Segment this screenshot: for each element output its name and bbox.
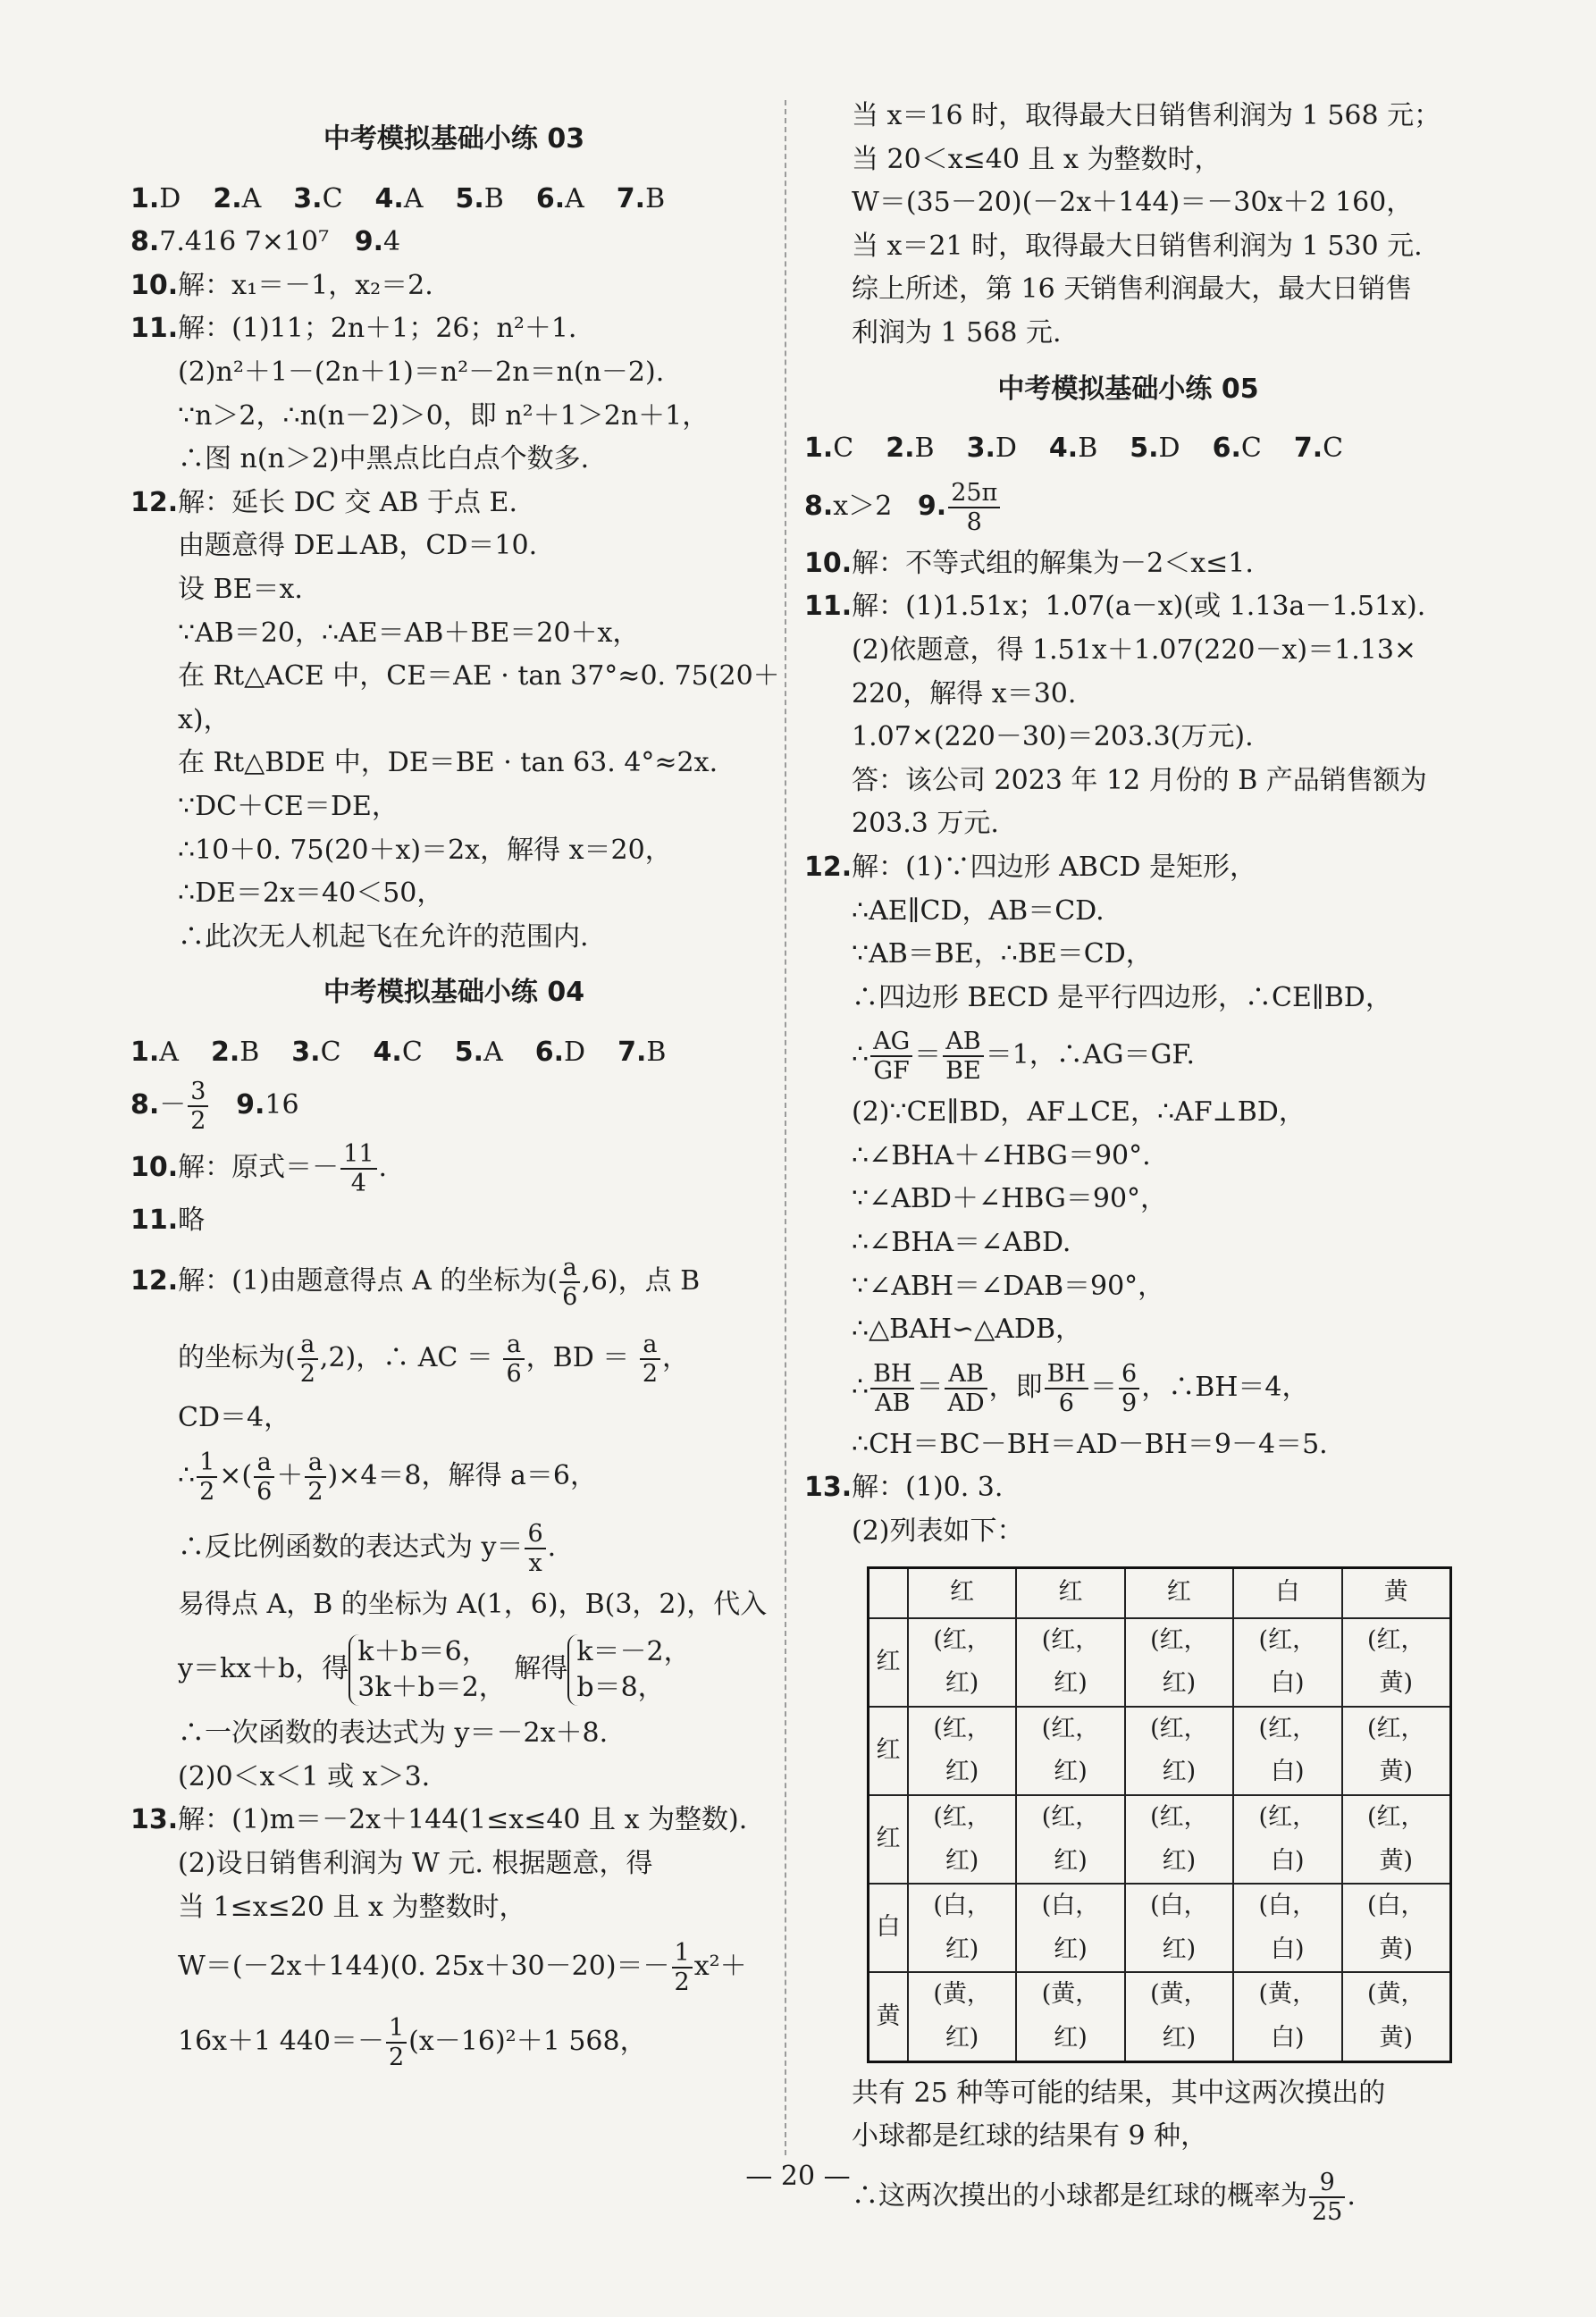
answer-line: CD＝4， <box>178 1402 291 1434</box>
answers-1-7 <box>130 1031 777 1075</box>
answer-line: ∴△BAH∽△ADB， <box>852 1314 1083 1346</box>
table-cell: (红，黄) <box>1342 1618 1451 1707</box>
answer-line: 的坐标为( $\frac{a}{2}$ ,2)，∴ AC ＝ $\frac{a}{6}$ ，BD ＝ $\frac{a}{2}$ ， <box>178 1331 690 1389</box>
answer-line: 在 Rt△BDE 中，DE＝BE · tan 63. 4°≈2x. <box>178 747 718 779</box>
table-row <box>869 1795 1451 1884</box>
left-column <box>130 105 780 2079</box>
table-cell: (黄，红) <box>1125 1972 1233 2061</box>
mc-answer <box>804 427 853 471</box>
table-row-header: 黄 <box>869 1972 908 2061</box>
q-number: 7. <box>1293 432 1323 465</box>
section-title-04: 中考模拟基础小练 04 <box>323 977 585 1009</box>
answer-line: ∴10＋0. 75(20＋x)＝2x，解得 x＝20， <box>178 834 672 866</box>
q-number: 8. <box>804 490 834 522</box>
answer-13: 13.解：(1)m＝－2x＋144(1≤x≤40 且 x 为整数). <box>130 1804 748 1836</box>
answer-line: 当 x＝16 时，取得最大日销售利润为 1 568 元； <box>852 100 1441 131</box>
answer-line: 易得点 A，B 的坐标为 A(1，6)，B(3，2)，代入 <box>178 1588 768 1620</box>
table-cell: (红，红) <box>908 1795 1016 1884</box>
answer-line: ∵DC＋CE＝DE， <box>178 790 399 822</box>
table-cell: (黄，黄) <box>1342 1972 1451 2061</box>
table-header-cell: 黄 <box>1342 1567 1451 1618</box>
table-row-header: 红 <box>869 1795 908 1884</box>
table-cell: (白，红) <box>1125 1884 1233 1972</box>
q-number: 4. <box>374 182 404 214</box>
mc-answer <box>1213 427 1262 471</box>
mc-answer <box>211 1031 259 1075</box>
answer-letter: C <box>1240 432 1262 465</box>
table-cell: (白，红) <box>1016 1884 1124 1972</box>
table-cell: (红，红) <box>1016 1618 1124 1707</box>
answer-line: W＝(35－20)(－2x＋144)＝－30x＋2 160， <box>852 187 1414 219</box>
answer-12: 12.解：(1)由题意得点 A 的坐标为( $\frac{a}{6}$ ,6)，点 B <box>130 1254 701 1312</box>
answer-letter: B <box>1078 432 1098 465</box>
answer-letter: C <box>1323 432 1344 465</box>
mc-answer <box>535 1031 585 1075</box>
answer-line: ∴ $\frac{AG}{GF}$ ＝ $\frac{AB}{BE}$ ＝1，∴AG＝GF. <box>852 1028 1196 1086</box>
answer-line: ∴∠BHA＝∠ABD. <box>852 1227 1071 1259</box>
answer-11 <box>130 1199 777 1243</box>
q-number: 5. <box>455 182 484 214</box>
q-number: 9. <box>354 226 384 258</box>
answer-letter: B <box>645 182 666 214</box>
mc-answer <box>456 178 504 222</box>
table-cell: (黄，红) <box>908 1972 1016 2061</box>
table-row <box>869 1707 1451 1795</box>
mc-answer <box>536 178 584 222</box>
table-cell: (白，黄) <box>1342 1884 1451 1972</box>
answers-1-7 <box>804 427 1452 471</box>
answer-line: ∴此次无人机起飞在允许的范围内. <box>178 920 589 953</box>
table-cell: (红，红) <box>1125 1795 1233 1884</box>
outcome-table <box>867 1566 1452 2063</box>
answer-letter: D <box>564 1036 586 1068</box>
answer-line: ∵∠ABD＋∠HBG＝90°， <box>852 1183 1168 1215</box>
table-header-cell: 白 <box>1233 1567 1341 1618</box>
answer-text: 7.416 7×10⁷ <box>159 226 330 258</box>
answer-letter: B <box>239 1036 260 1068</box>
table-cell: (红，黄) <box>1342 1795 1451 1884</box>
q-number: 2. <box>886 432 915 465</box>
answer-line: 220，解得 x＝30. <box>852 677 1077 709</box>
answer-text: 解：(1)11；2n＋1；26；n²＋1. <box>178 313 577 345</box>
table-cell: (白，白) <box>1233 1884 1341 1972</box>
table-cell: (黄，白) <box>1233 1972 1341 2061</box>
table-corner <box>869 1567 908 1618</box>
q-number: 7. <box>617 1036 647 1068</box>
answer-line: ∴一次函数的表达式为 y＝－2x＋8. <box>178 1717 609 1750</box>
table-row-header: 红 <box>869 1707 908 1795</box>
q-number: 12. <box>130 1265 179 1297</box>
answer-line: (2)n²＋1－(2n＋1)＝n²－2n＝n(n－2). <box>178 356 665 388</box>
answer-text: 解：延长 DC 交 AB 于点 E. <box>178 486 517 518</box>
table-cell: (红，白) <box>1233 1795 1341 1884</box>
answer-line: ∴图 n(n＞2)中黑点比白点个数多. <box>178 443 590 475</box>
q-number: 1. <box>130 182 160 214</box>
answer-line: ∵∠ABH＝∠DAB＝90°， <box>852 1270 1165 1302</box>
q-number: 1. <box>804 432 834 465</box>
answer-line: 当 1≤x≤20 且 x 为整数时， <box>178 1891 526 1923</box>
fraction: $\frac{a}{6}$ <box>559 1254 580 1311</box>
q-number: 13. <box>804 1472 853 1504</box>
answer-letter: C <box>833 432 854 465</box>
q-number: 1. <box>130 1036 160 1068</box>
answer-8-9: 8.x＞2 9. $\frac{25\pi}{8}$ <box>804 471 1452 542</box>
answer-text: － <box>159 1089 187 1121</box>
answer-line: (2)列表如下： <box>852 1515 1024 1548</box>
q-number: 3. <box>293 182 323 214</box>
answer-12: 12.解：(1)∵四边形 ABCD 是矩形， <box>804 851 1256 883</box>
column-divider <box>785 100 786 2155</box>
answer-line: 答：该公司 2023 年 12 月份的 B 产品销售额为 <box>852 764 1427 796</box>
answer-8-9 <box>130 221 777 264</box>
table-cell: (红，白) <box>1233 1707 1341 1795</box>
table-cell: (红，红) <box>1016 1795 1124 1884</box>
answer-line: ∴ $\frac{1}{2}$ ×( $\frac{a}{6}$ ＋ $\frac{a}{2}$ )×4＝8，解得 a＝6， <box>178 1448 598 1506</box>
answer-line: ∴这两次摸出的小球都是红球的概率为 $\frac{9}{25}$ . <box>852 2168 1356 2226</box>
answer-line: 16x＋1 440＝－ $\frac{1}{2}$ (x－16)²＋1 568， <box>178 2014 647 2072</box>
answer-letter: A <box>159 1036 179 1068</box>
answer-letter: C <box>320 1036 341 1068</box>
answer-11 <box>130 307 777 351</box>
q-number: 4. <box>373 1036 402 1068</box>
answer-line: 在 Rt△ACE 中，CE＝AE · tan 37°≈0. 75(20＋ <box>178 660 780 693</box>
q-number: 10. <box>804 547 853 579</box>
table-header-cell: 红 <box>1125 1567 1233 1618</box>
table-cell: (黄，红) <box>1016 1972 1124 2061</box>
answer-line: 共有 25 种等可能的结果，其中这两次摸出的 <box>852 2077 1386 2109</box>
answer-letter: D <box>1158 432 1180 465</box>
answer-line: 由题意得 DE⊥AB，CD＝10. <box>178 530 538 562</box>
q-number: 3. <box>966 432 995 465</box>
answer-line: ∵n＞2，∴n(n－2)＞0，即 n²＋1＞2n＋1， <box>178 399 710 432</box>
section-title-03: 中考模拟基础小练 03 <box>323 123 585 155</box>
q-number: 5. <box>454 1036 484 1068</box>
equation-system: k＝－2， b＝8， <box>567 1634 690 1706</box>
answer-letter: A <box>241 182 262 214</box>
mc-answer <box>1049 427 1097 471</box>
answer-letter: C <box>401 1036 423 1068</box>
answer-line: ∴DE＝2x＝40＜50， <box>178 877 444 910</box>
equation-system: k＋b＝6， 3k＋b＝2， <box>349 1634 506 1706</box>
table-cell: (红，红) <box>908 1707 1016 1795</box>
answer-line: 综上所述，第 16 天销售利润最大，最大日销售 <box>852 273 1413 306</box>
answer-line: ∴反比例函数的表达式为 y＝ $\frac{6}{x}$ . <box>178 1519 557 1577</box>
answer-line: (2)0＜x＜1 或 x＞3. <box>178 1760 431 1792</box>
answer-line: 利润为 1 568 元. <box>852 316 1062 348</box>
table-row-header: 白 <box>869 1884 908 1972</box>
answer-line: 小球都是红球的结果有 9 种， <box>852 2120 1208 2153</box>
answer-10 <box>130 264 777 308</box>
answer-letter: B <box>483 182 504 214</box>
table-row <box>869 1884 1451 1972</box>
answer-13: 13.解：(1)0. 3. <box>804 1472 1004 1504</box>
table-cell: (红，红) <box>1125 1707 1233 1795</box>
answer-letter: A <box>565 182 584 214</box>
answer-line: ∴ $\frac{BH}{AB}$ ＝ $\frac{AB}{AD}$ ，即 $\frac{BH}{6}$ ＝ $\frac{6}{9}$ ，∴BH＝4， <box>852 1359 1309 1417</box>
q-number: 8. <box>130 1089 160 1121</box>
q-number: 2. <box>213 182 242 214</box>
answer-line: ∴∠BHA＋∠HBG＝90°. <box>852 1139 1151 1171</box>
answer-line: (2)设日销售利润为 W 元. 根据题意，得 <box>178 1848 653 1880</box>
mc-answer <box>291 1031 340 1075</box>
table-row <box>869 1972 1451 2061</box>
answer-line: ∴CH＝BC－BH＝AD－BH＝9－4＝5. <box>852 1428 1328 1460</box>
table-header-cell: 红 <box>1016 1567 1124 1618</box>
answer-line: W＝(－2x＋144)(0. 25x＋30－20)＝－ $\frac{1}{2}$ x²＋ <box>178 1939 747 1997</box>
mc-answer <box>886 427 934 471</box>
table-row-header: 红 <box>869 1618 908 1707</box>
answers-1-7 <box>130 178 777 222</box>
answer-letter: A <box>483 1036 503 1068</box>
q-number: 8. <box>130 226 160 258</box>
table-cell: (红，红) <box>908 1618 1016 1707</box>
answer-line: ∵AB＝BE，∴BE＝CD， <box>852 938 1153 970</box>
answer-line: (2)∵CE∥BD，AF⊥CE，∴AF⊥BD， <box>852 1096 1306 1129</box>
answer-letter: A <box>403 182 424 214</box>
answer-line: 203.3 万元. <box>852 808 999 840</box>
answer-line: 当 20＜x≤40 且 x 为整数时， <box>852 143 1222 175</box>
q-number: 6. <box>534 1036 565 1068</box>
answer-line: x)， <box>178 703 231 735</box>
answer-text: 解：原式＝－ <box>178 1152 340 1184</box>
answer-line: (2)依题意，得 1.51x＋1.07(220－x)＝1.13× <box>852 634 1417 666</box>
table-cell: (红，红) <box>1125 1618 1233 1707</box>
table-cell: (红，白) <box>1233 1618 1341 1707</box>
answer-line: 1.07×(220－30)＝203.3(万元). <box>852 721 1254 753</box>
answer-letter: D <box>995 432 1017 465</box>
mc-answer <box>967 427 1017 471</box>
section-title-05: 中考模拟基础小练 05 <box>997 373 1259 405</box>
q-number: 3. <box>291 1036 321 1068</box>
answer-line: 设 BE＝x. <box>178 573 303 605</box>
mc-answer <box>375 178 424 222</box>
answer-line: ∵AB＝20，∴AE＝AB＋BE＝20＋x， <box>178 617 640 649</box>
answer-text: 解：x₁＝－1，x₂＝2. <box>178 269 433 301</box>
q-number: 4. <box>1048 432 1079 465</box>
q-number: 11. <box>804 591 853 623</box>
fraction: $\frac{11}{4}$ <box>340 1140 376 1197</box>
q-number: 5. <box>1130 432 1159 465</box>
mc-answer <box>130 178 181 222</box>
answer-10: 10.解：不等式组的解集为－2＜x≤1. <box>804 547 1254 579</box>
q-number: 6. <box>535 182 566 214</box>
q-number: 12. <box>804 851 853 883</box>
mc-answer <box>293 178 342 222</box>
fraction: $\frac{25\pi}{8}$ <box>948 479 1000 536</box>
table-cell: (红，黄) <box>1342 1707 1451 1795</box>
answer-line: ∴四边形 BECD 是平行四边形，∴CE∥BD， <box>852 981 1392 1013</box>
q-number: 9. <box>917 490 947 522</box>
answer-12 <box>130 482 777 525</box>
table-cell: (红，红) <box>1016 1707 1124 1795</box>
q-number: 6. <box>1212 432 1241 465</box>
answer-11: 11.解：(1)1.51x；1.07(a－x)(或 1.13a－1.51x). <box>804 591 1426 623</box>
q-number: 11. <box>130 313 179 345</box>
mc-answer <box>130 1031 179 1075</box>
mc-answer <box>374 1031 423 1075</box>
mc-answer <box>455 1031 503 1075</box>
answer-8-9 <box>130 1074 777 1137</box>
answer-letter: C <box>322 182 343 214</box>
mc-answer <box>617 1031 666 1075</box>
answer-line: 当 x＝21 时，取得最大日销售利润为 1 530 元. <box>852 230 1423 262</box>
fraction: $\frac{3}{2}$ <box>188 1078 208 1135</box>
q-number: 2. <box>210 1036 240 1068</box>
table-cell: (白，红) <box>908 1884 1016 1972</box>
table-row <box>869 1618 1451 1707</box>
page-number: — 20 — <box>745 2161 851 2192</box>
answer-letter: D <box>159 182 181 214</box>
answer-text: 16 <box>265 1089 299 1121</box>
answer-line: ∴AE∥CD，AB＝CD. <box>852 894 1105 927</box>
answer-letter: B <box>646 1036 667 1068</box>
mc-answer <box>213 178 261 222</box>
q-number: 12. <box>130 486 179 518</box>
right-column <box>804 95 1452 2234</box>
answer-letter: B <box>914 432 935 465</box>
answer-text: 略 <box>178 1205 206 1237</box>
answer-text: 4 <box>383 226 401 258</box>
q-number: 11. <box>130 1205 179 1237</box>
mc-answer <box>1130 427 1180 471</box>
q-number: 10. <box>130 269 179 301</box>
mc-answer <box>1294 427 1343 471</box>
q-number: 10. <box>130 1152 179 1184</box>
table-header-cell: 红 <box>908 1567 1016 1618</box>
q-number: 7. <box>616 182 646 214</box>
answer-line: y＝kx＋b，得 k＋b＝6， 3k＋b＝2， 解得 k＝－2， b＝8， <box>130 1626 777 1712</box>
q-number: 13. <box>130 1804 179 1836</box>
answer-10: 10.解：原式＝－ $\frac{11}{4}$ . <box>130 1140 388 1198</box>
mc-answer <box>617 178 665 222</box>
q-number: 9. <box>236 1089 265 1121</box>
